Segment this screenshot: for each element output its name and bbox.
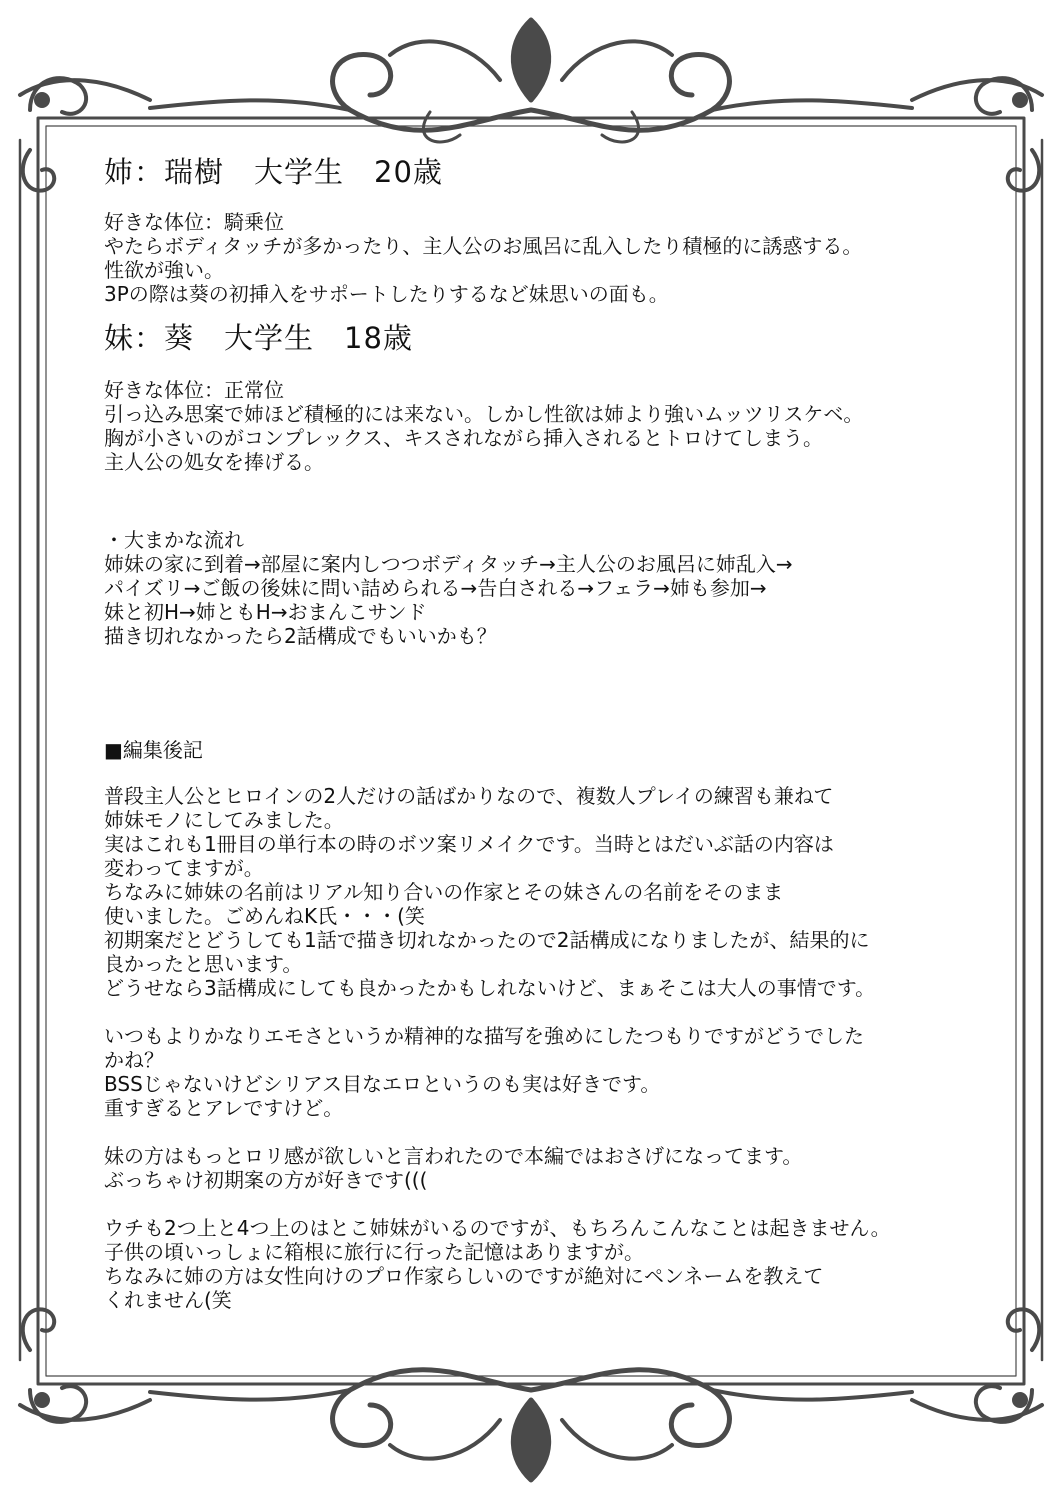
- story-flow-line: パイズリ→ご飯の後妹に問い詰められる→告白される→フェラ→姉も参加→: [104, 576, 767, 600]
- afterword-line: 実はこれも1冊目の単行本の時のボツ案リメイクです。当時とはだいぶ話の内容は: [104, 832, 834, 856]
- afterword-line: 良かったと思います。: [104, 952, 303, 976]
- afterword-title: [104, 738, 984, 762]
- afterword-line: 子供の頃いっしょに箱根に旅行に行った記憶はありますが。: [104, 1240, 644, 1264]
- elder-sister-line: 性欲が強い。: [104, 258, 224, 282]
- afterword-line: BSSじゃないけどシリアス目なエロというのも実は好きです。: [104, 1072, 661, 1096]
- afterword-line: 使いました。ごめんねK氏・・・(笑: [104, 904, 425, 928]
- elder-sister-profile: [104, 210, 984, 306]
- story-flow: [104, 528, 984, 648]
- afterword-line: 変わってますが。: [104, 856, 264, 880]
- afterword-line: ウチも2つ上と4つ上のはとこ姉妹がいるのですが、もちろんこんなことは起きません。: [104, 1216, 891, 1240]
- afterword-line: どうせなら3話構成にしても良かったかもしれないけど、まぁそこは大人の事情です。: [104, 976, 876, 1000]
- afterword-line: 普段主人公とヒロインの2人だけの話ばかりなので、複数人プレイの練習も兼ねて: [104, 784, 834, 808]
- afterword-line: ちなみに姉の方は女性向けのプロ作家らしいのですが絶対にペンネームを教えて: [104, 1264, 824, 1288]
- story-flow-line: 描き切れなかったら2話構成でもいいかも？: [104, 624, 497, 648]
- document-body: [104, 148, 984, 1312]
- afterword-paragraph-2: [104, 1024, 984, 1120]
- afterword-line: ちなみに姉妹の名前はリアル知り合いの作家とその妹さんの名前をそのまま: [104, 880, 784, 904]
- elder-sister-line: 好きな体位：騎乗位: [104, 210, 284, 234]
- younger-sister-line: 胸が小さいのがコンプレックス、キスされながら挿入されるとトロけてしまう。: [104, 426, 823, 450]
- afterword-line: 初期案だとどうしても1話で描き切れなかったので2話構成になりましたが、結果的に: [104, 928, 870, 952]
- elder-sister-line: 3Pの際は葵の初挿入をサポートしたりするなど妹思いの面も。: [104, 282, 669, 306]
- afterword-paragraph-1: [104, 784, 984, 1000]
- younger-sister-line: 引っ込み思案で姉ほど積極的には来ない。しかし性欲は姉より強いムッツリスケベ。: [104, 402, 864, 426]
- story-flow-line: 姉妹の家に到着→部屋に案内しつつボディタッチ→主人公のお風呂に姉乱入→: [104, 552, 793, 576]
- younger-sister-line: 好きな体位：正常位: [104, 378, 284, 402]
- afterword-line: ぶっちゃけ初期案の方が好きです(((: [104, 1168, 428, 1192]
- afterword-line: 姉妹モノにしてみました。: [104, 808, 344, 832]
- afterword-paragraph-3: [104, 1144, 984, 1192]
- afterword-line: 妹の方はもっとロリ感が欲しいと言われたので本編ではおさげになってます。: [104, 1144, 803, 1168]
- afterword-line: 重すぎるとアレですけど。: [104, 1096, 344, 1120]
- story-flow-line: ・大まかな流れ: [104, 528, 244, 552]
- afterword-line: くれません(笑: [104, 1288, 232, 1312]
- younger-sister-profile: [104, 378, 984, 474]
- afterword-line: いつもよりかなりエモさというか精神的な描写を強めにしたつもりですがどうでした: [104, 1024, 864, 1048]
- elder-sister-heading: 姉：瑞樹 大学生 20歳: [104, 155, 443, 189]
- younger-sister-line: 主人公の処女を捧げる。: [104, 450, 324, 474]
- afterword-line: かね？: [104, 1048, 164, 1072]
- afterword-title-text: ■編集後記: [104, 738, 203, 762]
- afterword-paragraph-4: [104, 1216, 984, 1312]
- story-flow-line: 妹と初H→姉ともH→おまんこサンド: [104, 600, 427, 624]
- elder-sister-line: やたらボディタッチが多かったり、主人公のお風呂に乱入したり積極的に誘惑する。: [104, 234, 863, 258]
- younger-sister-heading: 妹：葵 大学生 18歳: [104, 321, 413, 355]
